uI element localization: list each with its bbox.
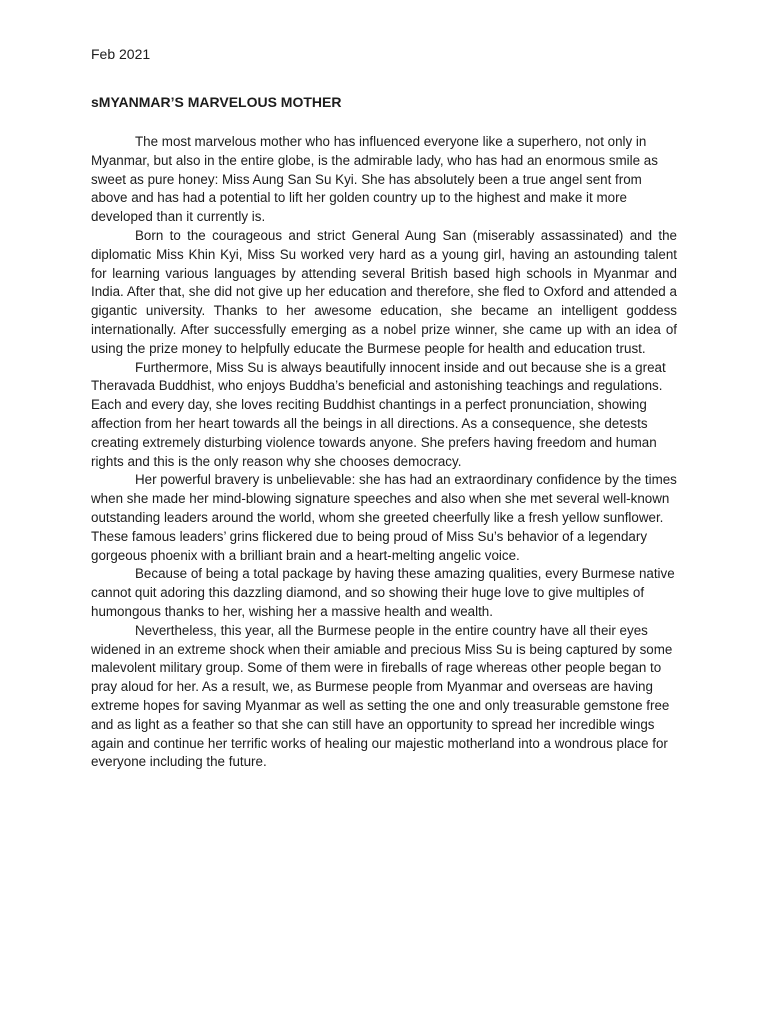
document-date: Feb 2021 (91, 46, 151, 62)
document-body (91, 133, 677, 772)
body-paragraph-4: Her powerful bravery is unbelievable: she has had an extraordinary confidence by the times when she made her mind-blowing signature speeches and also when she met several well-known outstanding leaders around the world, whom she greeted cheerfully like a fresh yellow sunflower. These famous leaders’ grins flickered due to being proud of Miss Su’s behavior of a legendary gorgeous phoenix with a brilliant brain and a heart-melting angelic voice. (91, 472, 677, 563)
body-paragraph-5: Because of being a total package by having these amazing qualities, every Burmese native cannot quit adoring this dazzling diamond, and so showing their huge love to give multiples of humongous thanks to her, wishing her a massive health and wealth. (91, 566, 675, 619)
body-paragraph-3: Furthermore, Miss Su is always beautifully innocent inside and out because she is a great Theravada Buddhist, who enjoys Buddha’s beneficial and astonishing teachings and regulations. Each and every day, she loves reciting Buddhist chantings in a perfect pronunciation, showing affection from her heart towards all the beings in all directions. As a consequence, she detests creating extremely disturbing violence towards anyone. She prefers having freedom and human rights and this is the only reason why she chooses democracy. (91, 359, 666, 469)
document-title: sMYANMAR’S MARVELOUS MOTHER (91, 94, 342, 110)
body-paragraph-2: Born to the courageous and strict General Aung San (miserably assassinated) and the diplomatic Miss Khin Kyi, Miss Su worked very hard as a young girl, having an astounding talent for learning various languages by attending several British based high schools in Myanmar and India. After that, she did not give up her education and therefore, she fled to Oxford and attended a gigantic university. Thanks to her awesome education, she became an intelligent goddess internationally. After successfully emerging as a nobel prize winner, she came up with an idea of using the prize money to helpfully educate the Burmese people for health and education trust. (91, 227, 677, 356)
body-paragraph-6: Nevertheless, this year, all the Burmese people in the entire country have all their eyes widened in an extreme shock when their amiable and precious Miss Su is being captured by some malevolent military group. Some of them were in fireballs of rage whereas other people began to pray aloud for her. As a result, we, as Burmese people from Myanmar and overseas are having extreme hopes for saving Myanmar as well as setting the one and only treasurable gemstone free and as light as a feather so that she can still have an opportunity to spread her incredible wings again and continue her terrific works of healing our majestic motherland into a wondrous place for everyone including the future. (91, 622, 673, 770)
body-paragraph-1: The most marvelous mother who has influenced everyone like a superhero, not only in Myanmar, but also in the entire globe, is the admirable lady, who has had an enormous smile as sweet as pure honey: Miss Aung San Su Kyi. She has absolutely been a true angel sent from above and has had a potential to lift her golden country up to the highest and make it more developed than it currently is. (91, 134, 658, 225)
